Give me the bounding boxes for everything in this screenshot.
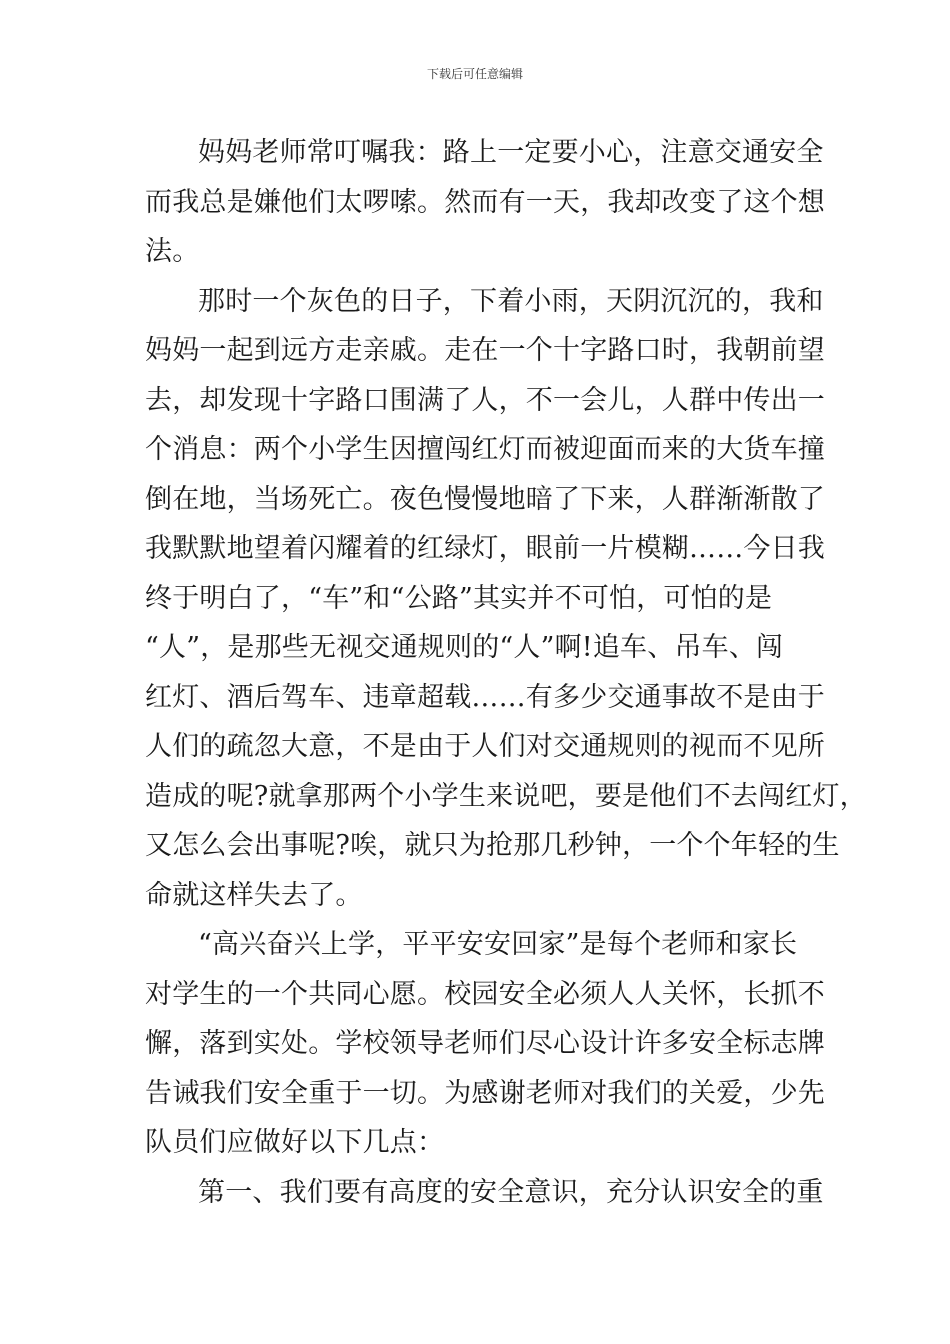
text-line: 去，却发现十字路口围满了人，不一会儿，人群中传出一 (145, 384, 825, 416)
text-line: 法。 (145, 236, 200, 267)
text-line: 人们的疏忽大意，不是由于人们对交通规则的视而不见所 (145, 731, 825, 762)
text-line: 队员们应做好以下几点： (145, 1127, 445, 1158)
text-line: “高兴奋兴上学，平平安安回家”是每个老师和家长 (198, 929, 798, 960)
text-line: 终于明白了，“车”和“公路”其实并不可怕，可怕的是 (145, 582, 773, 614)
text-line: 造成的呢?就拿那两个小学生来说吧，要是他们不去闯红灯， (145, 780, 867, 812)
text-line: 告诫我们安全重于一切。为感谢老师对我们的关爱，少先 (145, 1077, 825, 1109)
document-body (145, 128, 867, 1217)
text-line: 而我总是嫌他们太啰嗦。然而有一天，我却改变了这个想 (145, 186, 825, 218)
text-line: “人”，是那些无视交通规则的“人”啊!追车、吊车、闯 (145, 632, 784, 663)
text-line: 对学生的一个共同心愿。校园安全必须人人关怀，长抓不 (145, 978, 825, 1010)
text-line: 个消息：两个小学生因擅闯红灯而被迎面而来的大货车撞 (145, 434, 825, 465)
text-line: 红灯、酒后驾车、违章超载……有多少交通事故不是由于 (145, 681, 825, 713)
text-line: 懈，落到实处。学校领导老师们尽心设计许多安全标志牌 (145, 1028, 825, 1059)
text-line: 又怎么会出事呢?唉，就只为抢那几秒钟，一个个年轻的生 (145, 830, 840, 861)
text-line: 第一、我们要有高度的安全意识，充分认识安全的重 (198, 1176, 824, 1208)
text-line: 倒在地，当场死亡。夜色慢慢地暗了下来，人群渐渐散了 (145, 483, 825, 515)
text-line: 那时一个灰色的日子，下着小雨，天阴沉沉的，我和 (198, 285, 824, 317)
text-line: 妈妈老师常叮嘱我：路上一定要小心，注意交通安全 (198, 137, 824, 168)
text-line: 我默默地望着闪耀着的红绿灯，眼前一片模糊……今日我 (145, 533, 825, 564)
text-line: 命就这样失去了。 (145, 879, 363, 911)
header-note: 下载后可任意编辑 (426, 67, 523, 81)
text-line: 妈妈一起到远方走亲戚。走在一个十字路口时，我朝前望 (145, 335, 825, 366)
